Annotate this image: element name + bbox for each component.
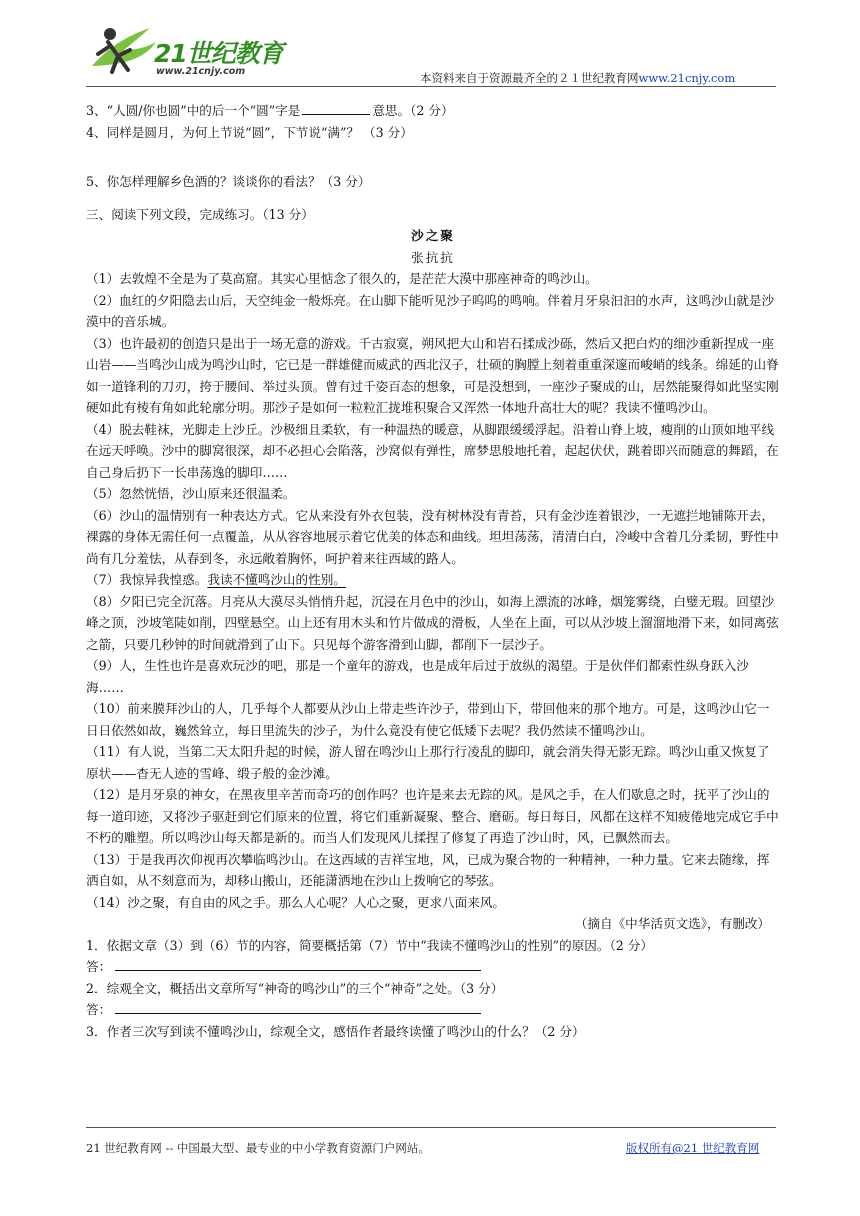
header-note (420, 70, 735, 86)
footer-text: 21 世纪教育网 -- 中国最大型、最专业的中小学教育资源门户网站。 (86, 1141, 430, 1155)
paragraph-14: （14）沙之聚，有自由的风之手。那么人心呢？人心之聚，更求八面来风。 (86, 894, 506, 910)
exercise-3: 3．作者三次写到读不懂鸣沙山，综观全文，感悟作者最终读懂了鸣沙山的什么？（2 分） (86, 1023, 585, 1039)
document-body (86, 100, 780, 1042)
source-citation: （摘自《中华活页文选》，有删改） (574, 916, 770, 931)
question-3: 3、“人圆/你也圆”中的后一个“圆”字是 意思。（2 分） (86, 100, 780, 122)
paragraph-4: （4）脱去鞋袜，光脚走上沙丘。沙极细且柔软，有一种温热的暖意，从脚跟缓缓浮起。沿着山脊上坡，瘦削的山顶如地平线在远天呼唤。沙中的脚窝很深，却不必担心会陷落，沙窝似有弹性，席梦思般地托着，起起伏伏，跳着即兴而随意的舞蹈，在自己身后扔下一长串荡逸的脚印…… (86, 421, 779, 480)
header-note-text: 本资料来自于资源最齐全的２１世纪教育网 (420, 71, 639, 85)
paragraph-13: （13）于是我再次仰视再次攀临鸣沙山。在这西域的吉祥宝地，风，已成为聚合物的一种精神，一种力量。它来去随缘，挥洒自如，从不刻意而为，却移山搬山，还能潇洒地在沙山上拨响它的琴弦。 (86, 851, 770, 888)
logo-brand-text: 21世纪教育 (154, 39, 283, 68)
underlined-sentence: 我读不懂鸣沙山的性别。 (207, 572, 346, 587)
logo-url-text: www.21cnjy.com (156, 66, 246, 77)
footer-copyright-link[interactable]: 版权所有@21 世纪教育网 (626, 1141, 760, 1155)
question-5: 5、你怎样理解乡色酒的？谈谈你的看法？（3 分） (86, 174, 371, 189)
paragraph-11: （11）有人说，当第二天太阳升起的时候，游人留在鸣沙山上那行行凌乱的脚印，就会消失得无影无踪。鸣沙山重又恢复了原状——杳无人迹的雪峰、缎子般的金沙滩。 (86, 744, 770, 781)
paragraph-8: （8）夕阳已完全沉落。月亮从大漠尽头悄悄升起，沉浸在月色中的沙山，如海上漂流的冰峰，烟笼雾绕，白璧无瑕。回望沙峰之顶，沙坡笔陡如削，四壁悬空。山上还有用木头和竹片做成的滑板，人坐在上面，可以从沙坡上溜溜地滑下来，如同离弦之箭，只要几秒钟的时间就滑到了山下。只见每个游客滑到山脚，都削下一层沙子。 (86, 593, 779, 652)
runner-icon (84, 20, 164, 82)
paragraph-9: （9）人，生性也许是喜欢玩沙的吧，那是一个童年的游戏，也是成年后过于放纵的渴望。于是伙伴们都索性纵身跃入沙海…… (86, 658, 749, 695)
paragraph-6: （6）沙山的温情别有一种表达方式。它从来没有外衣包装，没有树林没有青苔，只有金沙连着银沙，一无遮拦地铺陈开去，裸露的身体无需任何一点覆盖，从从容容地展示着它优美的体态和曲线。坦坦荡荡，清清白白，冷峻中含着几分柔韧，野性中尚有几分羞怯，从春到冬，永远敞着胸怀，呵护着来往西域的路人。 (86, 507, 779, 566)
answer-1: 答： (86, 956, 780, 978)
footer-divider (86, 1127, 776, 1128)
answer-line[interactable] (115, 958, 481, 971)
site-logo (84, 20, 304, 82)
answer-2: 答： (86, 999, 780, 1021)
paragraph-5: （5）忽然恍悟，沙山原来还很温柔。 (86, 486, 296, 501)
article-title: 沙之聚 (411, 228, 455, 243)
exercise-2: 2．综观全文，概括出文章所写“神奇的鸣沙山”的三个“神奇”之处。（3 分） (86, 980, 504, 996)
fill-blank[interactable] (302, 100, 370, 115)
paragraph-2: （2）血红的夕阳隐去山后，天空纯金一般烁亮。在山脚下能听见沙子呜呜的鸣响。伴着月牙泉汩汩的水声，这鸣沙山就是沙漠中的音乐城。 (86, 292, 775, 329)
answer-line[interactable] (115, 1001, 481, 1014)
section-3-heading: 三、阅读下列文段，完成练习。（13 分） (86, 206, 314, 222)
paragraph-7: （7）我惊异我惶惑。我读不懂鸣沙山的性别。 (86, 572, 346, 587)
header-divider (86, 86, 776, 87)
page-header (0, 0, 860, 90)
paragraph-10: （10）前来膜拜沙山的人，几乎每个人都要从沙山上带走些许沙子，带到山下，带回他来的那个地方。可是，这鸣沙山它一日日依然如故，巍然耸立，每日里流失的沙子，为什么竟没有使它低矮下去呢？我仍然读不懂鸣沙山。 (86, 701, 770, 738)
exercise-1: 1．依据文章（3）到（6）节的内容，简要概括第（7）节中“我读不懂鸣沙山的性别”的原因。（2 分） (86, 937, 653, 953)
paragraph-1: （1）去敦煌不全是为了莫高窟。其实心里惦念了很久的，是茫茫大漠中那座神奇的鸣沙山。 (86, 271, 598, 286)
header-note-link[interactable]: www.21cnjy.com (638, 71, 736, 85)
article-author: 张抗抗 (411, 249, 455, 265)
question-4: 4、同样是圆月，为何上节说“圆”，下节说“满”？ （3 分） (86, 124, 413, 140)
paragraph-12: （12）是月牙泉的神女，在黑夜里辛苦而奇巧的创作吗？也许是来去无踪的风。是风之手，在人们歇息之时，抚平了沙山的每一道印迹，又将沙子驱赶到它们原来的位置，将它们重新凝聚、整合、磨砺。每日每日，风都在这样不知疲倦地完成它手中不朽的雕塑。所以鸣沙山每天都是新的。而当人们发现风儿揉捏了修复了再造了沙山时，风，已飘然而去。 (86, 787, 779, 845)
paragraph-3: （3）也许最初的创造只是出于一场无意的游戏。千古寂寞，朔风把大山和岩石揉成沙砾，然后又把白灼的细沙重新捏成一座山岩——当鸣沙山成为鸣沙山时，它已是一群雄健而威武的西北汉子，壮硕的胸膛上刻着重重深邃而峻峭的线条。绵延的山脊如一道锋利的刀刃，挎于腰间、举过头顶。曾有过千姿百态的想象，可是没想到，一座沙子聚成的山，居然能聚得如此坚实刚硬如此有棱有角如此轮廓分明。那沙子是如何一粒粒汇拢堆积聚合又浑然一体地升高壮大的呢？我读不懂鸣沙山。 (86, 335, 779, 415)
